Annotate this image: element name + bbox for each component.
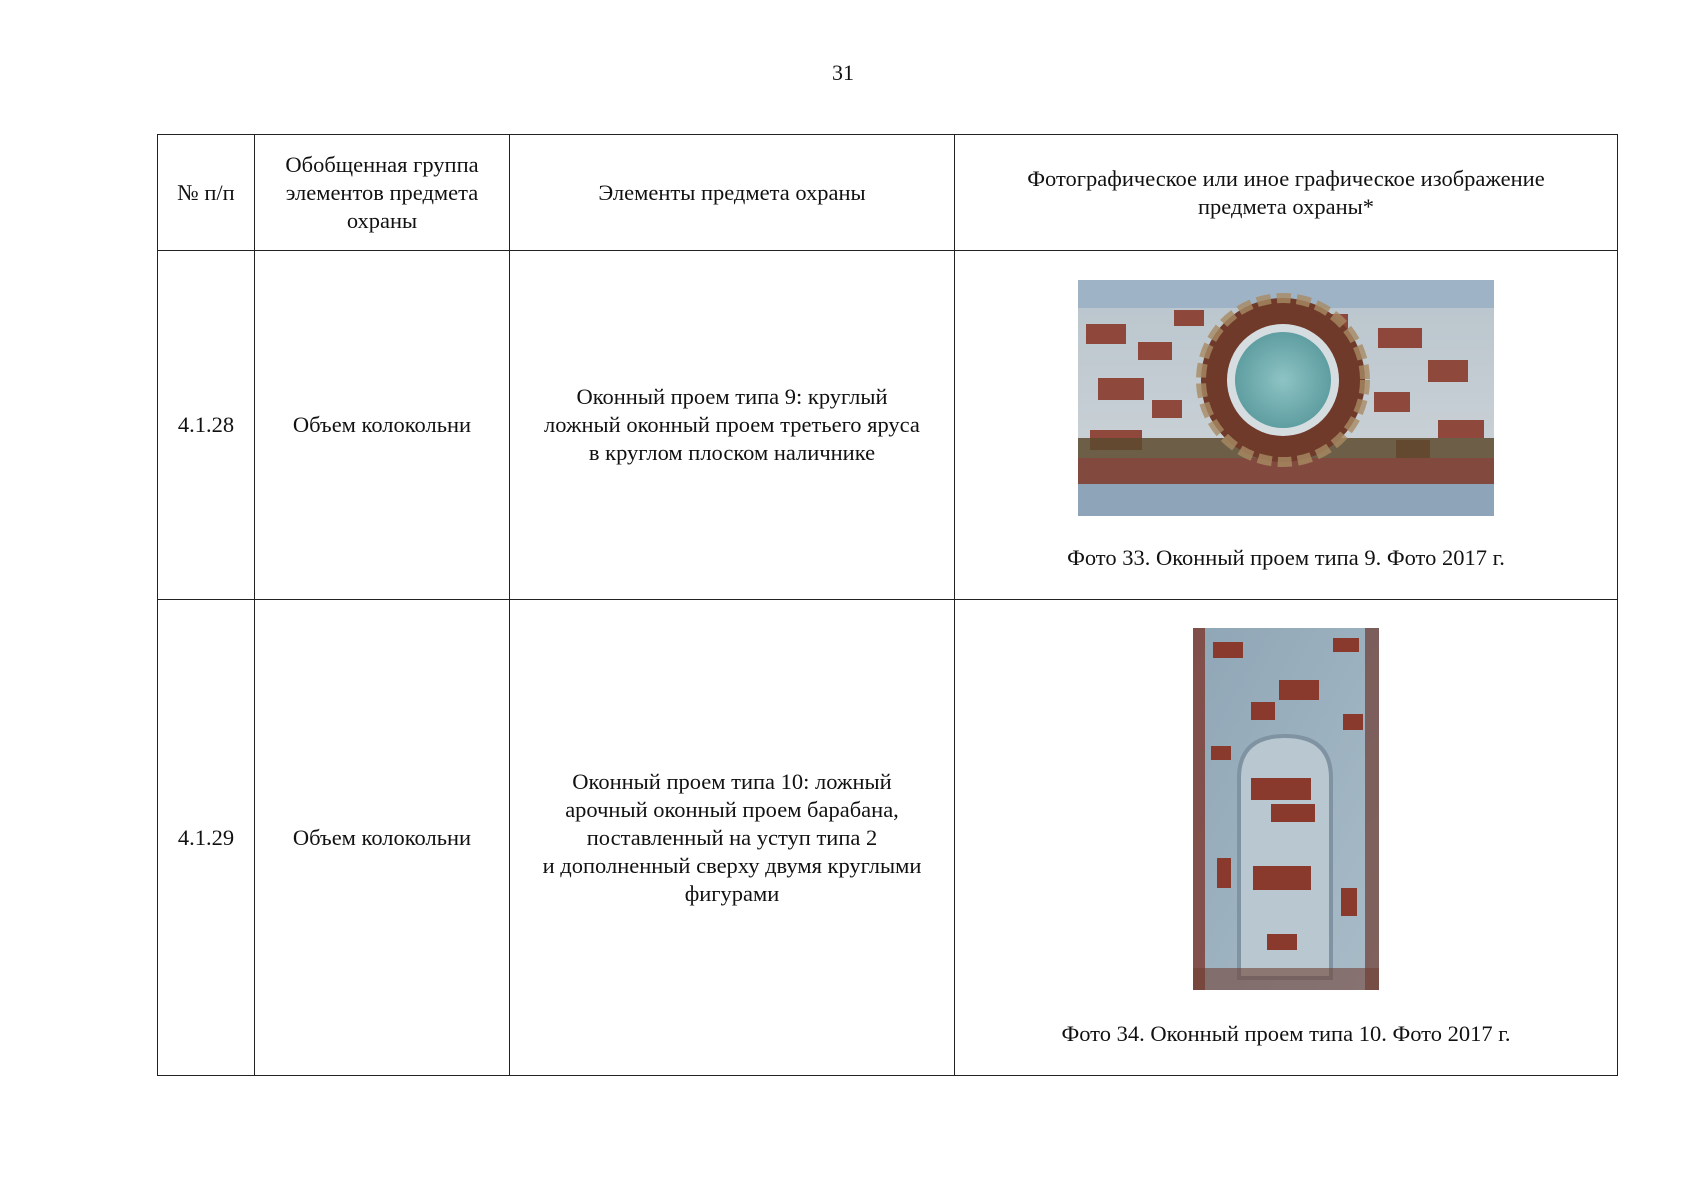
table-row xyxy=(158,251,1618,600)
photo-cell xyxy=(955,600,1618,1076)
table-row xyxy=(158,600,1618,1076)
header-group-line: Обобщенная группа xyxy=(285,151,479,177)
row-elements-line: поставленный на уступ типа 2 xyxy=(586,824,878,850)
row-elements-line: Оконный проем типа 9: круглый xyxy=(576,384,888,409)
photo-34 xyxy=(955,628,1617,990)
row-number: 4.1.28 xyxy=(158,251,255,600)
photo-caption: Фото 34. Оконный проем типа 10. Фото 2017 г. xyxy=(1061,1021,1511,1046)
row-group: Объем колокольни xyxy=(255,251,510,600)
table-header-row xyxy=(158,135,1618,251)
arched-window-photo xyxy=(1193,628,1379,990)
header-num: № п/п xyxy=(158,135,255,251)
header-photo-line: предмета охраны* xyxy=(1198,193,1374,219)
row-elements xyxy=(510,251,955,600)
header-group-line: элементов предмета xyxy=(285,179,479,205)
row-elements-line: арочный оконный проем барабана, xyxy=(565,796,899,822)
row-elements-line: и дополненный сверху двумя круглыми xyxy=(542,852,922,878)
row-elements-line: фигурами xyxy=(684,880,780,906)
row-elements-line: в круглом плоском наличнике xyxy=(588,440,876,465)
row-elements xyxy=(510,600,955,1076)
photo-cell xyxy=(955,251,1618,600)
row-elements-line: Оконный проем типа 10: ложный xyxy=(572,768,892,794)
photo-33 xyxy=(955,280,1617,516)
photo-caption: Фото 33. Оконный проем типа 9. Фото 2017 г. xyxy=(1067,545,1505,570)
header-elements: Элементы предмета охраны xyxy=(510,135,955,251)
header-photo xyxy=(955,135,1618,251)
row-group: Объем колокольни xyxy=(255,600,510,1076)
protection-table xyxy=(157,134,1618,1076)
page-number: 31 xyxy=(832,60,854,85)
round-window-photo xyxy=(1078,280,1494,516)
row-elements-line: ложный оконный проем третьего яруса xyxy=(544,412,920,437)
header-group xyxy=(255,135,510,251)
header-photo-line: Фотографическое или иное графическое изображение xyxy=(1027,165,1545,191)
row-number: 4.1.29 xyxy=(158,600,255,1076)
header-group-line: охраны xyxy=(346,207,418,233)
